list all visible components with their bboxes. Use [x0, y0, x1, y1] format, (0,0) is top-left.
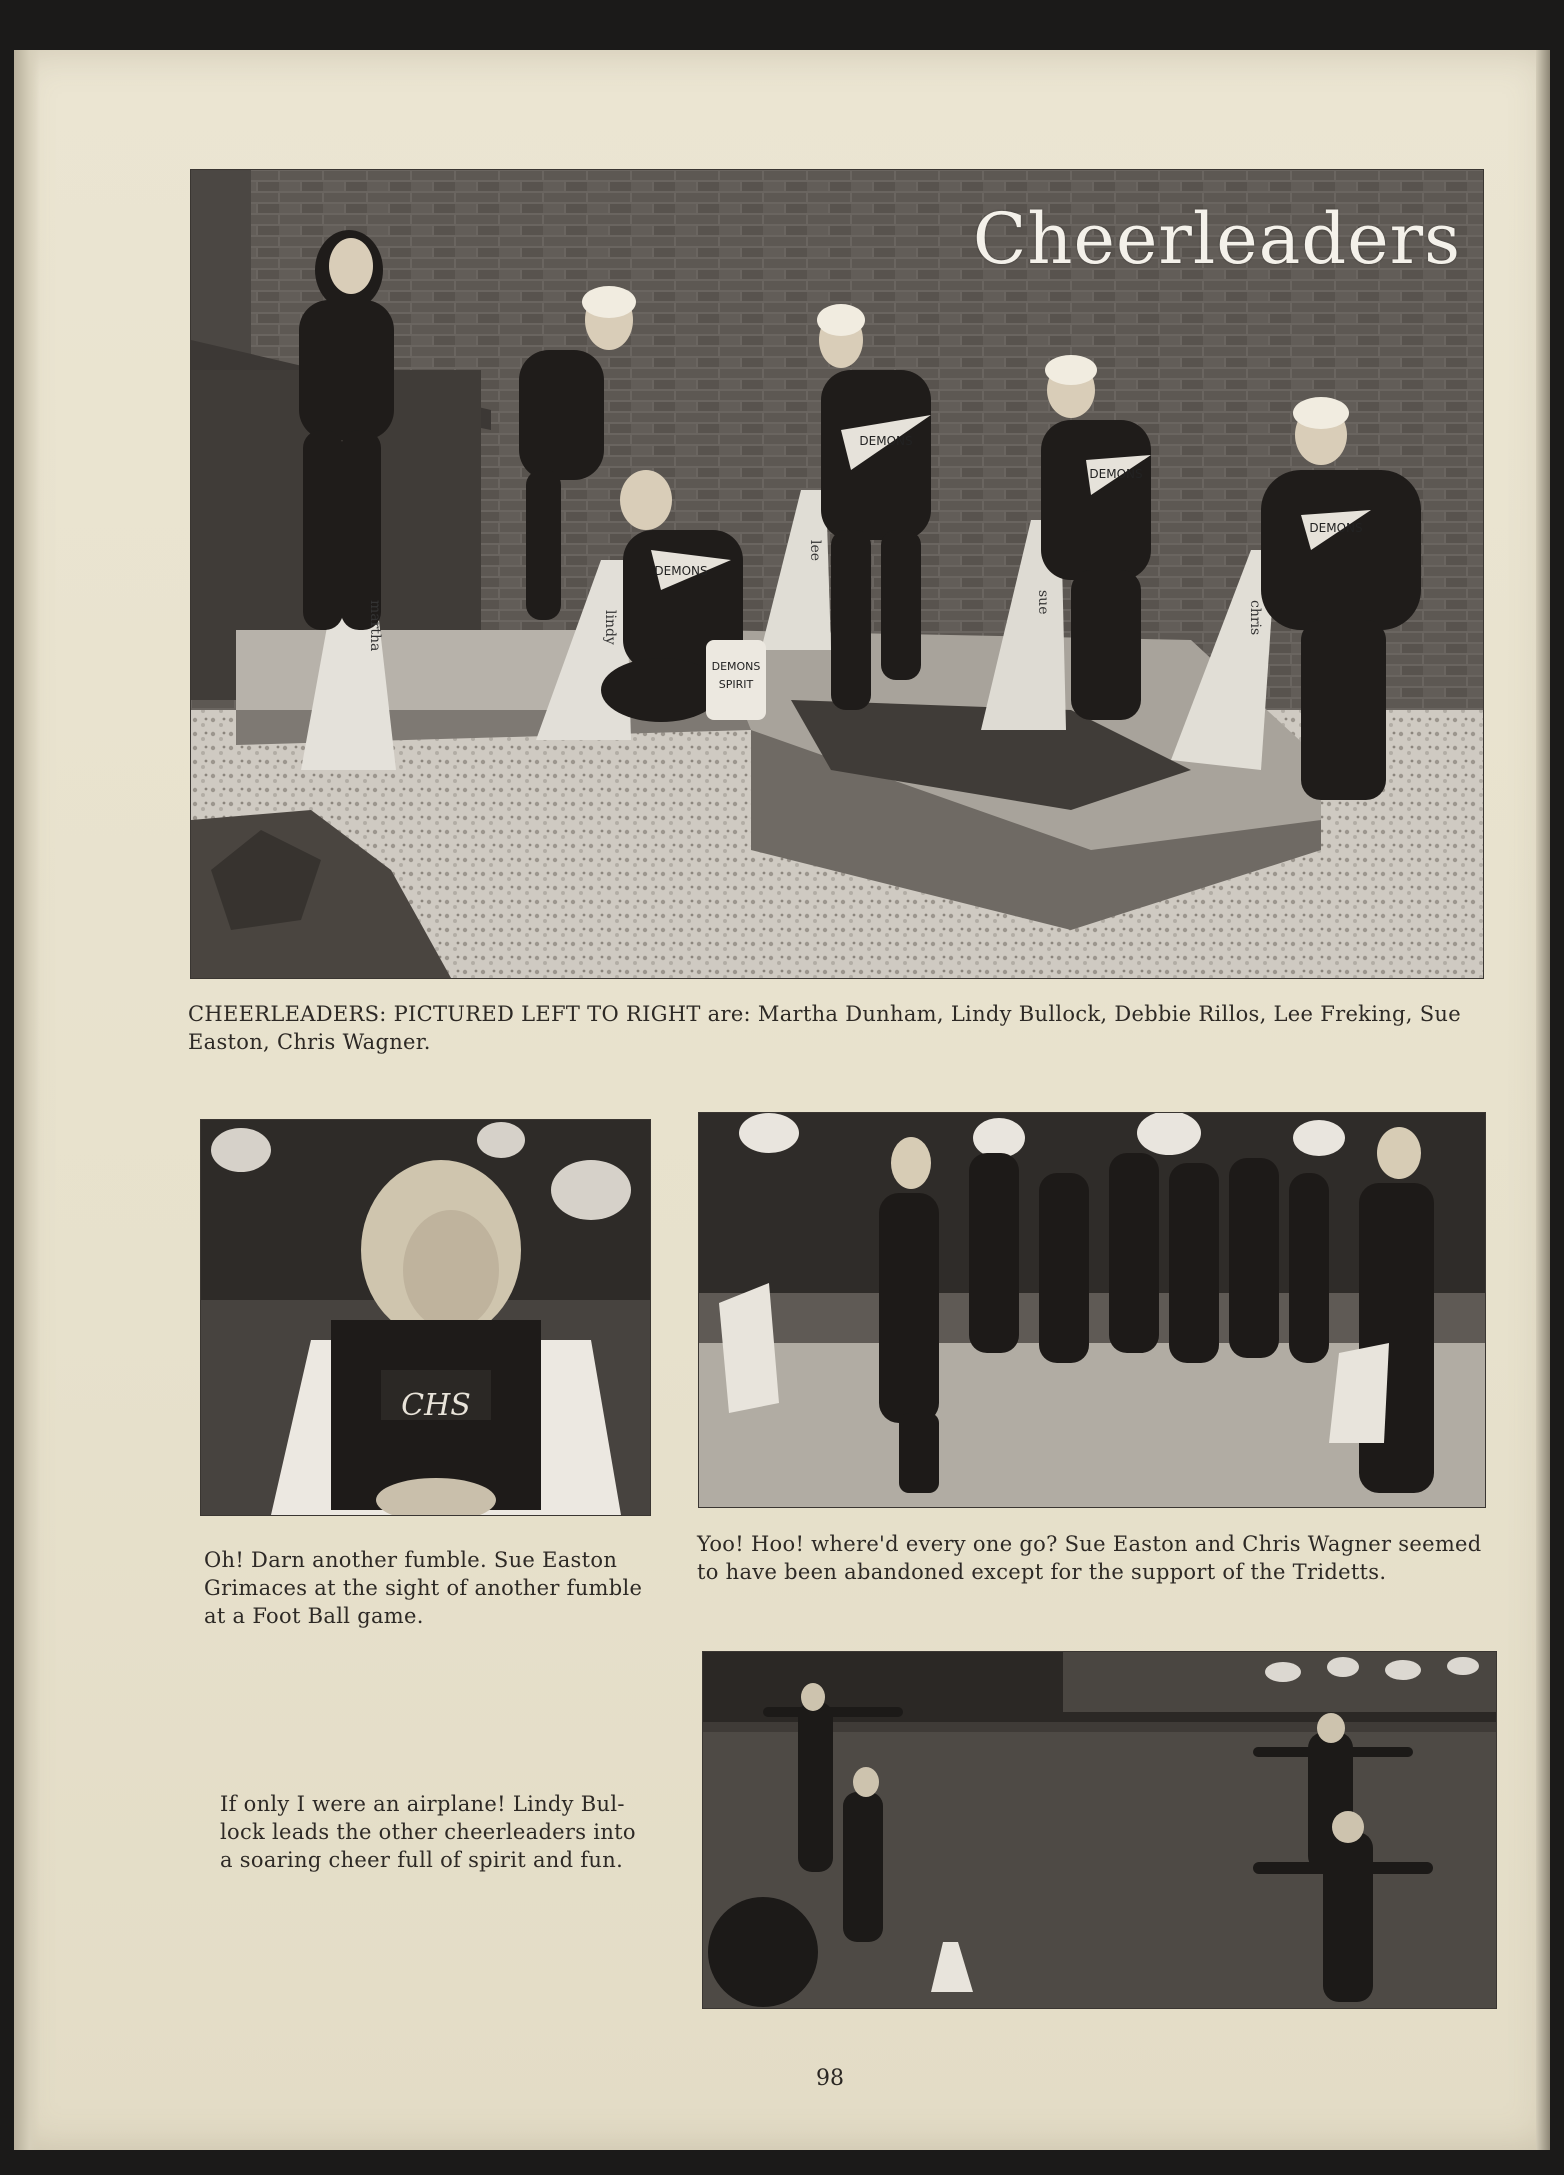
tridetts-photo-caption [697, 1530, 1517, 1586]
sweater-text-1: DEMONS [654, 564, 708, 578]
tridetts-caption-line-2: to have been abandoned except for the support of the Tridetts. [697, 1560, 1387, 1584]
fumble-photo-image [201, 1120, 650, 1515]
page-number: 98 [816, 2066, 844, 2091]
page-title: Cheerleaders [972, 198, 1461, 280]
airplane-caption-line-3: a soaring cheer full of spirit and fun. [220, 1848, 624, 1872]
megaphone-name-martha: martha [367, 600, 383, 652]
megaphone-name-sue: sue [1035, 590, 1051, 615]
fumble-photo-caption [204, 1546, 674, 1630]
vest-monogram: CHS [401, 1388, 471, 1423]
megaphone-name-lindy: lindy [602, 610, 618, 645]
sweater-text-3: DEMONS [1089, 467, 1143, 481]
sweater-text-2: DEMONS [859, 434, 913, 448]
sue-easton-fumble-photo [201, 1120, 650, 1515]
fumble-caption-line-1: Oh! Darn another fumble. Sue Easton [204, 1548, 618, 1572]
page-right-edge [1536, 50, 1550, 2150]
tridetts-caption-line-1: Yoo! Hoo! where'd every one go? Sue Easton and Chris Wagner seemed [697, 1532, 1482, 1556]
bucket-label-demons: DEMONS [711, 660, 761, 673]
tridetts-field-photo [699, 1113, 1485, 1507]
cheerleaders-group-photo [191, 170, 1483, 978]
fumble-caption-line-3: at a Foot Ball game. [204, 1604, 424, 1628]
airplane-caption-line-2: lock leads the other cheerleaders into [220, 1820, 636, 1844]
megaphone-name-lee: lee [807, 540, 823, 562]
airplane-cheer-image [703, 1652, 1496, 2008]
airplane-photo-caption [220, 1790, 680, 1874]
group-photo-image [191, 170, 1483, 978]
group-photo-caption: CHEERLEADERS: PICTURED LEFT TO RIGHT are: Martha Dunham, Lindy Bullock, Debbie Rillos, Lee Freking, Sue Easton, Chris Wagner. [188, 1002, 1461, 1054]
tridetts-photo-image [699, 1113, 1485, 1507]
page-binding-edge [14, 50, 40, 2150]
megaphone-name-chris: chris [1247, 600, 1263, 636]
sweater-text-4: DEMONS [1309, 521, 1363, 535]
airplane-cheer-photo [703, 1652, 1496, 2008]
fumble-caption-line-2: Grimaces at the sight of another fumble [204, 1576, 643, 1600]
airplane-caption-line-1: If only I were an airplane! Lindy Bul- [220, 1792, 625, 1816]
bucket-label-spirit: SPIRIT [718, 678, 754, 691]
